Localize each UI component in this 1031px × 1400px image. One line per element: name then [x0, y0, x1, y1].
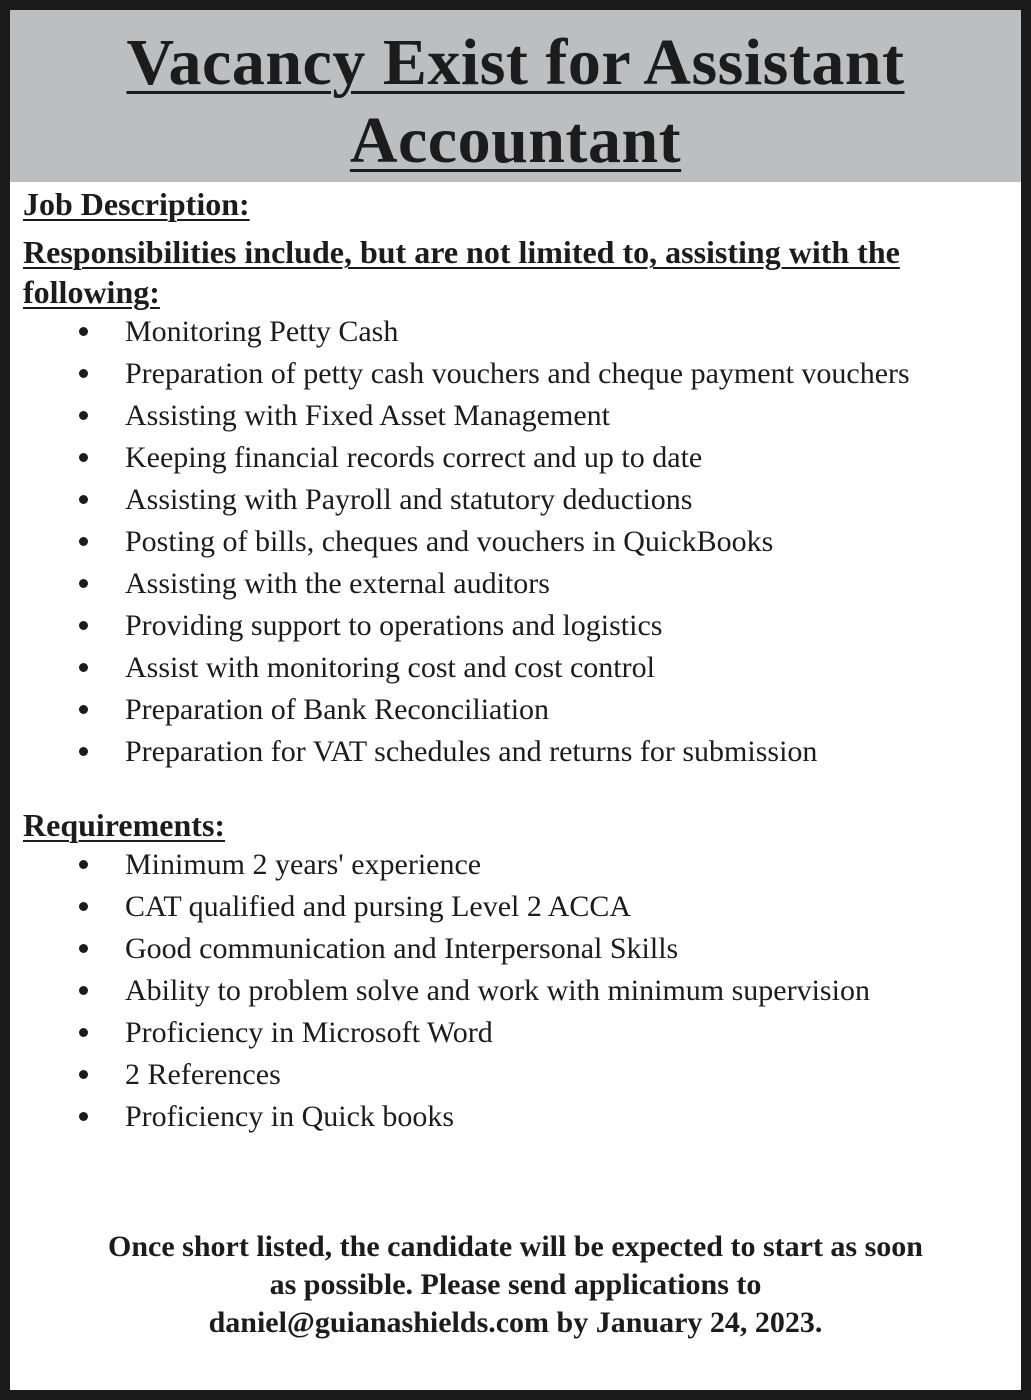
requirement-item	[23, 1097, 1013, 1136]
requirement-item	[23, 887, 1013, 926]
bullet-icon	[79, 1112, 88, 1121]
list-item-text: Assisting with Payroll and statutory deductions	[125, 483, 693, 516]
requirement-item	[23, 1055, 1013, 1094]
requirement-item	[23, 1013, 1013, 1052]
ad-body	[23, 184, 1013, 1139]
list-item-text: Keeping financial records correct and up to date	[125, 441, 703, 474]
responsibility-item	[23, 690, 1013, 729]
bullet-icon	[79, 663, 88, 672]
bullet-icon	[79, 495, 88, 504]
advertisement-frame	[10, 10, 1021, 1390]
list-item-text: 2 References	[125, 1058, 281, 1091]
bullet-icon	[79, 747, 88, 756]
list-item-text: Proficiency in Quick books	[125, 1100, 455, 1133]
bullet-icon	[79, 902, 88, 911]
list-item-text: Assisting with the external auditors	[125, 567, 550, 600]
bullet-icon	[79, 860, 88, 869]
title-banner	[10, 10, 1021, 182]
list-item-text: Preparation of petty cash vouchers and cheque payment vouchers	[125, 357, 910, 390]
requirement-item	[23, 929, 1013, 968]
bullet-icon	[79, 537, 88, 546]
requirements-list	[23, 845, 1013, 1136]
responsibilities-intro: Responsibilities include, but are not limited to, assisting with the following:	[23, 234, 900, 310]
requirement-item	[23, 845, 1013, 884]
responsibility-item	[23, 606, 1013, 645]
bullet-icon	[79, 621, 88, 630]
list-item-text: Monitoring Petty Cash	[125, 315, 399, 348]
bullet-icon	[79, 1028, 88, 1037]
requirements-heading: Requirements:	[23, 807, 226, 843]
bullet-icon	[79, 944, 88, 953]
page-title	[10, 10, 1021, 180]
title-line-2: Accountant	[349, 104, 682, 177]
list-item-text: Preparation of Bank Reconciliation	[125, 693, 550, 726]
list-item-text: Minimum 2 years' experience	[125, 848, 482, 881]
bullet-icon	[79, 411, 88, 420]
responsibility-item	[23, 438, 1013, 477]
requirement-item	[23, 971, 1013, 1010]
bullet-icon	[79, 369, 88, 378]
bullet-icon	[79, 327, 88, 336]
list-item-text: Assist with monitoring cost and cost control	[125, 651, 655, 684]
list-item-text: Ability to problem solve and work with minimum supervision	[125, 974, 870, 1007]
list-item-text: Providing support to operations and logistics	[125, 609, 663, 642]
list-item-text: Preparation for VAT schedules and returns for submission	[125, 735, 818, 768]
bullet-icon	[79, 705, 88, 714]
responsibility-item	[23, 480, 1013, 519]
responsibility-item	[23, 396, 1013, 435]
responsibility-item	[23, 522, 1013, 561]
closing-note	[10, 1228, 1021, 1342]
list-item-text: Assisting with Fixed Asset Management	[125, 399, 610, 432]
responsibility-item	[23, 732, 1013, 771]
bullet-icon	[79, 986, 88, 995]
bullet-icon	[79, 579, 88, 588]
list-item-text: Posting of bills, cheques and vouchers in QuickBooks	[125, 525, 774, 558]
responsibility-item	[23, 312, 1013, 351]
closing-line-2: as possible. Please send applications to	[269, 1268, 762, 1301]
list-item-text: CAT qualified and pursing Level 2 ACCA	[125, 890, 632, 923]
bullet-icon	[79, 453, 88, 462]
closing-line-1: Once short listed, the candidate will be expected to start as soon	[108, 1230, 923, 1263]
responsibility-item	[23, 648, 1013, 687]
responsibility-item	[23, 354, 1013, 393]
closing-line-3: daniel@guianashields.com by January 24, 2023.	[208, 1306, 823, 1339]
title-line-1: Vacancy Exist for Assistant	[126, 26, 905, 99]
list-item-text: Proficiency in Microsoft Word	[125, 1016, 493, 1049]
responsibility-item	[23, 564, 1013, 603]
job-description-heading: Job Description:	[23, 186, 250, 222]
list-item-text: Good communication and Interpersonal Skills	[125, 932, 679, 965]
responsibilities-list	[23, 312, 1013, 771]
bullet-icon	[79, 1070, 88, 1079]
